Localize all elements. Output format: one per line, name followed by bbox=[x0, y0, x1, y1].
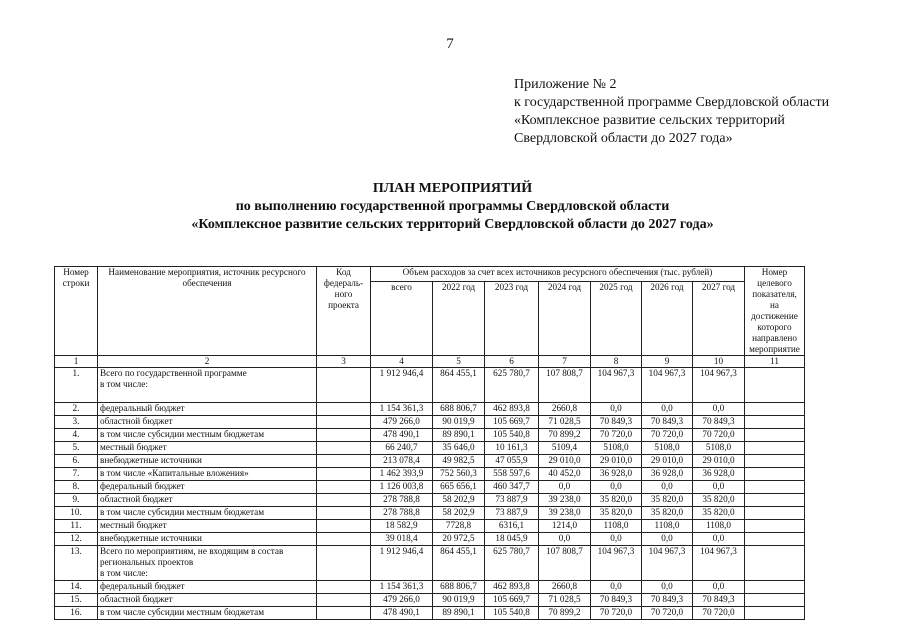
header-2026: 2026 год bbox=[642, 282, 693, 356]
expense-value-cell: 35 820,0 bbox=[591, 494, 642, 507]
target-indicator-cell bbox=[745, 468, 805, 481]
row-name-cell: Всего по мероприятиям, не входящим в состав региональных проектов в том числе: bbox=[98, 546, 317, 581]
expense-value-cell: 1214,0 bbox=[539, 520, 591, 533]
expense-value-cell: 1 154 361,3 bbox=[371, 403, 433, 416]
expense-value-cell: 0,0 bbox=[693, 403, 745, 416]
row-number-cell: 3. bbox=[55, 416, 98, 429]
expense-value-cell: 35 646,0 bbox=[433, 442, 485, 455]
expense-value-cell: 70 849,3 bbox=[693, 416, 745, 429]
row-name-cell: федеральный бюджет bbox=[98, 481, 317, 494]
target-indicator-cell bbox=[745, 416, 805, 429]
expense-value-cell: 90 019,9 bbox=[433, 416, 485, 429]
row-name-cell: Всего по государственной программе в том числе: bbox=[98, 368, 317, 403]
column-index-cell: 1 bbox=[55, 356, 98, 368]
expense-value-cell: 35 820,0 bbox=[591, 507, 642, 520]
federal-code-cell bbox=[317, 468, 371, 481]
target-indicator-cell bbox=[745, 442, 805, 455]
expense-value-cell: 70 720,0 bbox=[693, 429, 745, 442]
row-number-cell: 8. bbox=[55, 481, 98, 494]
column-index-cell: 5 bbox=[433, 356, 485, 368]
expense-value-cell: 29 010,0 bbox=[591, 455, 642, 468]
plan-table bbox=[54, 266, 805, 620]
expense-value-cell: 104 967,3 bbox=[642, 368, 693, 403]
expense-value-cell: 47 055,9 bbox=[485, 455, 539, 468]
row-number-cell: 7. bbox=[55, 468, 98, 481]
table-row bbox=[55, 468, 805, 481]
expense-value-cell: 665 656,1 bbox=[433, 481, 485, 494]
row-number-cell: 6. bbox=[55, 455, 98, 468]
appendix-block bbox=[514, 76, 894, 148]
expense-value-cell: 1 912 946,4 bbox=[371, 546, 433, 581]
expense-value-cell: 35 820,0 bbox=[642, 507, 693, 520]
appendix-line-4: Свердловской области до 2027 года» bbox=[514, 131, 733, 146]
expense-value-cell: 20 972,5 bbox=[433, 533, 485, 546]
table-row bbox=[55, 403, 805, 416]
table-row bbox=[55, 455, 805, 468]
row-name-cell: областной бюджет bbox=[98, 416, 317, 429]
expense-value-cell: 0,0 bbox=[591, 581, 642, 594]
expense-value-cell: 0,0 bbox=[591, 533, 642, 546]
expense-value-cell: 864 455,1 bbox=[433, 368, 485, 403]
expense-value-cell: 1 126 003,8 bbox=[371, 481, 433, 494]
expense-value-cell: 39 018,4 bbox=[371, 533, 433, 546]
expense-value-cell: 39 238,0 bbox=[539, 494, 591, 507]
column-index-row bbox=[55, 356, 805, 368]
table-row bbox=[55, 520, 805, 533]
column-index-cell: 8 bbox=[591, 356, 642, 368]
expense-value-cell: 49 982,5 bbox=[433, 455, 485, 468]
expense-value-cell: 0,0 bbox=[591, 481, 642, 494]
expense-value-cell: 70 849,3 bbox=[693, 594, 745, 607]
row-number-cell: 12. bbox=[55, 533, 98, 546]
appendix-line-1: Приложение № 2 bbox=[514, 77, 617, 92]
expense-value-cell: 2660,8 bbox=[539, 403, 591, 416]
table-row bbox=[55, 368, 805, 403]
row-number-cell: 14. bbox=[55, 581, 98, 594]
target-indicator-cell bbox=[745, 481, 805, 494]
expense-value-cell: 58 202,9 bbox=[433, 507, 485, 520]
appendix-line-2: к государственной программе Свердловской области bbox=[514, 95, 830, 110]
expense-value-cell: 89 890,1 bbox=[433, 429, 485, 442]
expense-value-cell: 0,0 bbox=[539, 481, 591, 494]
header-row-1 bbox=[55, 267, 805, 282]
table-row bbox=[55, 533, 805, 546]
column-index-cell: 11 bbox=[745, 356, 805, 368]
row-name-cell: местный бюджет bbox=[98, 442, 317, 455]
expense-value-cell: 29 010,0 bbox=[539, 455, 591, 468]
header-expenses-group: Объем расходов за счет всех источников ресурсного обеспечения (тыс. рублей) bbox=[371, 267, 745, 282]
appendix-line-3: «Комплексное развитие сельских территорий bbox=[514, 113, 785, 128]
title-line-3: «Комплексное развитие сельских территорий Свердловской области до 2027 года» bbox=[191, 217, 714, 232]
expense-value-cell: 35 820,0 bbox=[642, 494, 693, 507]
row-name-cell: местный бюджет bbox=[98, 520, 317, 533]
expense-value-cell: 104 967,3 bbox=[693, 368, 745, 403]
table-row bbox=[55, 429, 805, 442]
expense-value-cell: 1108,0 bbox=[642, 520, 693, 533]
expense-value-cell: 105 669,7 bbox=[485, 416, 539, 429]
expense-value-cell: 478 490,1 bbox=[371, 607, 433, 620]
expense-value-cell: 71 028,5 bbox=[539, 416, 591, 429]
row-number-cell: 15. bbox=[55, 594, 98, 607]
target-indicator-cell bbox=[745, 494, 805, 507]
target-indicator-cell bbox=[745, 533, 805, 546]
header-target-indicator: Номер целевого показателя, на достижение которого направлено мероприятие bbox=[745, 267, 805, 356]
expense-value-cell: 5108,0 bbox=[642, 442, 693, 455]
expense-value-cell: 7728,8 bbox=[433, 520, 485, 533]
expense-value-cell: 0,0 bbox=[693, 533, 745, 546]
row-name-cell: федеральный бюджет bbox=[98, 581, 317, 594]
row-number-cell: 4. bbox=[55, 429, 98, 442]
expense-value-cell: 70 720,0 bbox=[591, 607, 642, 620]
expense-value-cell: 29 010,0 bbox=[642, 455, 693, 468]
target-indicator-cell bbox=[745, 581, 805, 594]
expense-value-cell: 58 202,9 bbox=[433, 494, 485, 507]
row-name-cell: областной бюджет bbox=[98, 494, 317, 507]
title-line-2: по выполнению государственной программы Свердловской области bbox=[235, 199, 670, 214]
expense-value-cell: 70 899,2 bbox=[539, 607, 591, 620]
target-indicator-cell bbox=[745, 403, 805, 416]
target-indicator-cell bbox=[745, 546, 805, 581]
row-name-cell: в том числе субсидии местным бюджетам bbox=[98, 607, 317, 620]
column-index-cell: 10 bbox=[693, 356, 745, 368]
expense-value-cell: 70 849,3 bbox=[642, 416, 693, 429]
column-index-cell: 7 bbox=[539, 356, 591, 368]
target-indicator-cell bbox=[745, 368, 805, 403]
row-name-cell: внебюджетные источники bbox=[98, 533, 317, 546]
expense-value-cell: 0,0 bbox=[642, 481, 693, 494]
header-2024: 2024 год bbox=[539, 282, 591, 356]
federal-code-cell bbox=[317, 442, 371, 455]
page-number: 7 bbox=[446, 36, 454, 52]
federal-code-cell bbox=[317, 546, 371, 581]
expense-value-cell: 18 045,9 bbox=[485, 533, 539, 546]
expense-value-cell: 688 806,7 bbox=[433, 403, 485, 416]
target-indicator-cell bbox=[745, 507, 805, 520]
title-line-1: ПЛАН МЕРОПРИЯТИЙ bbox=[372, 181, 533, 196]
expense-value-cell: 625 780,7 bbox=[485, 368, 539, 403]
expense-value-cell: 0,0 bbox=[642, 581, 693, 594]
target-indicator-cell bbox=[745, 607, 805, 620]
row-number-cell: 13. bbox=[55, 546, 98, 581]
expense-value-cell: 107 808,7 bbox=[539, 546, 591, 581]
federal-code-cell bbox=[317, 494, 371, 507]
expense-value-cell: 0,0 bbox=[693, 481, 745, 494]
expense-value-cell: 0,0 bbox=[642, 533, 693, 546]
expense-value-cell: 104 967,3 bbox=[591, 368, 642, 403]
expense-value-cell: 29 010,0 bbox=[693, 455, 745, 468]
column-index-cell: 6 bbox=[485, 356, 539, 368]
column-index-cell: 4 bbox=[371, 356, 433, 368]
table-row bbox=[55, 594, 805, 607]
header-2025: 2025 год bbox=[591, 282, 642, 356]
row-number-cell: 5. bbox=[55, 442, 98, 455]
federal-code-cell bbox=[317, 455, 371, 468]
expense-value-cell: 36 928,0 bbox=[642, 468, 693, 481]
expense-value-cell: 1 912 946,4 bbox=[371, 368, 433, 403]
expense-value-cell: 1108,0 bbox=[591, 520, 642, 533]
target-indicator-cell bbox=[745, 594, 805, 607]
expense-value-cell: 90 019,9 bbox=[433, 594, 485, 607]
federal-code-cell bbox=[317, 520, 371, 533]
table-row bbox=[55, 607, 805, 620]
expense-value-cell: 0,0 bbox=[539, 533, 591, 546]
column-index-cell: 9 bbox=[642, 356, 693, 368]
table-row bbox=[55, 494, 805, 507]
expense-value-cell: 104 967,3 bbox=[591, 546, 642, 581]
header-row-number: Номер строки bbox=[55, 267, 98, 356]
federal-code-cell bbox=[317, 607, 371, 620]
plan-table-body bbox=[55, 356, 805, 620]
row-name-cell: в том числе субсидии местным бюджетам bbox=[98, 507, 317, 520]
header-name: Наименование мероприятия, источник ресурсного обеспечения bbox=[98, 267, 317, 356]
expense-value-cell: 625 780,7 bbox=[485, 546, 539, 581]
federal-code-cell bbox=[317, 368, 371, 403]
expense-value-cell: 70 720,0 bbox=[642, 429, 693, 442]
header-total: всего bbox=[371, 282, 433, 356]
table-row bbox=[55, 481, 805, 494]
expense-value-cell: 752 560,3 bbox=[433, 468, 485, 481]
expense-value-cell: 89 890,1 bbox=[433, 607, 485, 620]
row-name-cell: в том числе субсидии местным бюджетам bbox=[98, 429, 317, 442]
target-indicator-cell bbox=[745, 429, 805, 442]
expense-value-cell: 0,0 bbox=[693, 581, 745, 594]
row-name-cell: внебюджетные источники bbox=[98, 455, 317, 468]
expense-value-cell: 70 720,0 bbox=[642, 607, 693, 620]
federal-code-cell bbox=[317, 594, 371, 607]
federal-code-cell bbox=[317, 507, 371, 520]
row-name-cell: федеральный бюджет bbox=[98, 403, 317, 416]
expense-value-cell: 0,0 bbox=[642, 403, 693, 416]
row-name-cell: в том числе «Капитальные вложения» bbox=[98, 468, 317, 481]
expense-value-cell: 70 720,0 bbox=[693, 607, 745, 620]
expense-value-cell: 558 597,6 bbox=[485, 468, 539, 481]
table-row bbox=[55, 546, 805, 581]
expense-value-cell: 105 540,8 bbox=[485, 429, 539, 442]
column-index-cell: 3 bbox=[317, 356, 371, 368]
header-2027: 2027 год bbox=[693, 282, 745, 356]
expense-value-cell: 70 849,3 bbox=[642, 594, 693, 607]
expense-value-cell: 73 887,9 bbox=[485, 494, 539, 507]
expense-value-cell: 462 893,8 bbox=[485, 403, 539, 416]
row-number-cell: 16. bbox=[55, 607, 98, 620]
expense-value-cell: 70 899,2 bbox=[539, 429, 591, 442]
expense-value-cell: 70 720,0 bbox=[591, 429, 642, 442]
expense-value-cell: 2660,8 bbox=[539, 581, 591, 594]
expense-value-cell: 107 808,7 bbox=[539, 368, 591, 403]
expense-value-cell: 1 154 361,3 bbox=[371, 581, 433, 594]
expense-value-cell: 36 928,0 bbox=[591, 468, 642, 481]
expense-value-cell: 71 028,5 bbox=[539, 594, 591, 607]
expense-value-cell: 105 669,7 bbox=[485, 594, 539, 607]
row-number-cell: 11. bbox=[55, 520, 98, 533]
expense-value-cell: 5109,4 bbox=[539, 442, 591, 455]
row-name-cell: областной бюджет bbox=[98, 594, 317, 607]
header-2022: 2022 год bbox=[433, 282, 485, 356]
column-index-cell: 2 bbox=[98, 356, 317, 368]
document-title bbox=[0, 180, 905, 234]
expense-value-cell: 104 967,3 bbox=[642, 546, 693, 581]
row-number-cell: 9. bbox=[55, 494, 98, 507]
table-row bbox=[55, 442, 805, 455]
expense-value-cell: 479 266,0 bbox=[371, 416, 433, 429]
federal-code-cell bbox=[317, 429, 371, 442]
expense-value-cell: 105 540,8 bbox=[485, 607, 539, 620]
expense-value-cell: 1 462 393,9 bbox=[371, 468, 433, 481]
expense-value-cell: 40 452,0 bbox=[539, 468, 591, 481]
row-number-cell: 1. bbox=[55, 368, 98, 403]
target-indicator-cell bbox=[745, 455, 805, 468]
expense-value-cell: 460 347,7 bbox=[485, 481, 539, 494]
row-number-cell: 2. bbox=[55, 403, 98, 416]
header-federal-code: Код федераль-ного проекта bbox=[317, 267, 371, 356]
expense-value-cell: 10 161,3 bbox=[485, 442, 539, 455]
expense-value-cell: 70 849,3 bbox=[591, 594, 642, 607]
expense-value-cell: 35 820,0 bbox=[693, 494, 745, 507]
expense-value-cell: 864 455,1 bbox=[433, 546, 485, 581]
table-row bbox=[55, 416, 805, 429]
federal-code-cell bbox=[317, 416, 371, 429]
expense-value-cell: 39 238,0 bbox=[539, 507, 591, 520]
expense-value-cell: 278 788,8 bbox=[371, 507, 433, 520]
expense-value-cell: 104 967,3 bbox=[693, 546, 745, 581]
expense-value-cell: 36 928,0 bbox=[693, 468, 745, 481]
expense-value-cell: 479 266,0 bbox=[371, 594, 433, 607]
target-indicator-cell bbox=[745, 520, 805, 533]
expense-value-cell: 213 078,4 bbox=[371, 455, 433, 468]
expense-value-cell: 35 820,0 bbox=[693, 507, 745, 520]
expense-value-cell: 462 893,8 bbox=[485, 581, 539, 594]
federal-code-cell bbox=[317, 581, 371, 594]
table-row bbox=[55, 507, 805, 520]
expense-value-cell: 18 582,9 bbox=[371, 520, 433, 533]
expense-value-cell: 6316,1 bbox=[485, 520, 539, 533]
federal-code-cell bbox=[317, 481, 371, 494]
federal-code-cell bbox=[317, 403, 371, 416]
row-number-cell: 10. bbox=[55, 507, 98, 520]
expense-value-cell: 5108,0 bbox=[591, 442, 642, 455]
expense-value-cell: 1108,0 bbox=[693, 520, 745, 533]
expense-value-cell: 688 806,7 bbox=[433, 581, 485, 594]
expense-value-cell: 0,0 bbox=[591, 403, 642, 416]
header-2023: 2023 год bbox=[485, 282, 539, 356]
expense-value-cell: 66 240,7 bbox=[371, 442, 433, 455]
expense-value-cell: 478 490,1 bbox=[371, 429, 433, 442]
federal-code-cell bbox=[317, 533, 371, 546]
expense-value-cell: 73 887,9 bbox=[485, 507, 539, 520]
expense-value-cell: 278 788,8 bbox=[371, 494, 433, 507]
table-row bbox=[55, 581, 805, 594]
expense-value-cell: 70 849,3 bbox=[591, 416, 642, 429]
expense-value-cell: 5108,0 bbox=[693, 442, 745, 455]
